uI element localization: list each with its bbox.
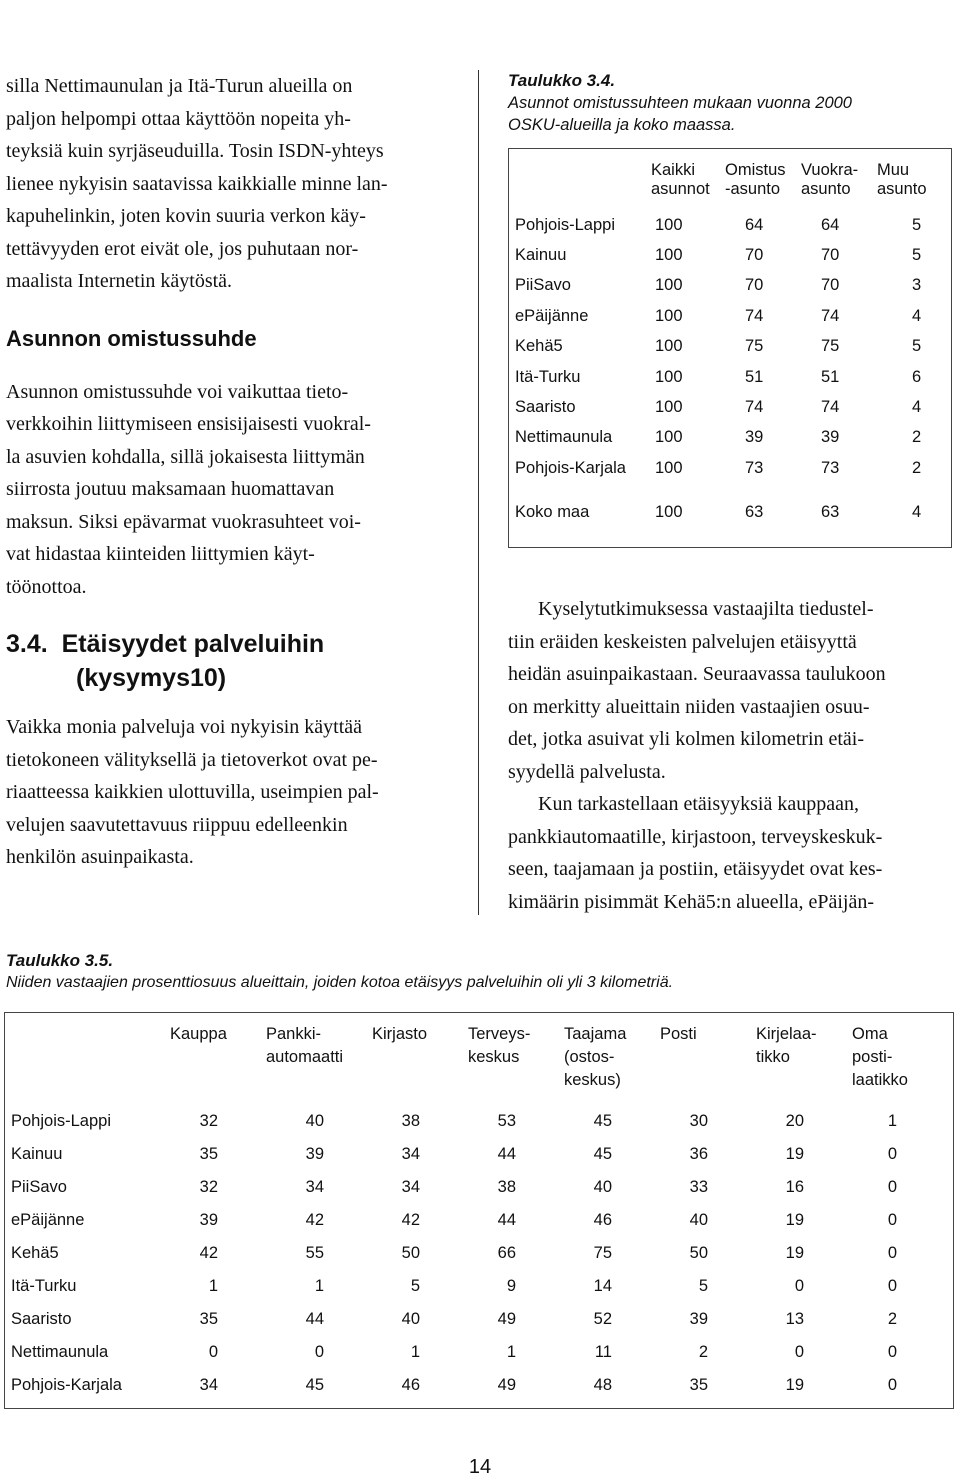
cell: 5 — [912, 337, 922, 356]
cell: 5 — [912, 246, 922, 265]
column-header-line: Kirjasto — [372, 1025, 428, 1043]
cell: 75 — [745, 337, 764, 356]
cell: 1 — [208, 1277, 218, 1295]
cell: 39 — [821, 428, 840, 447]
table-row — [5, 1105, 953, 1138]
text-line: silla Nettimaunulan ja Itä-Turun alueilla on — [6, 75, 353, 97]
column-header-line: Pankki- — [266, 1025, 322, 1043]
cell: 100 — [655, 337, 683, 356]
cell: 32 — [199, 1112, 218, 1130]
cell: 34 — [401, 1145, 420, 1163]
column-header: asunto — [877, 180, 927, 198]
table-row — [5, 1171, 953, 1204]
table-row — [5, 1336, 953, 1369]
column-header — [372, 1013, 468, 1105]
cell: 44 — [305, 1310, 324, 1328]
cell: 4 — [912, 306, 922, 325]
column-header-line: tikko — [756, 1048, 790, 1066]
text-line: vat hidastaa kiinteiden liittymien käyt- — [6, 543, 315, 565]
cell: 48 — [593, 1376, 612, 1394]
cell: 100 — [655, 398, 683, 417]
cell: 0 — [887, 1376, 897, 1394]
cell: 100 — [655, 246, 683, 265]
text-line: Kun tarkastellaan etäisyyksiä kauppaan, — [538, 793, 859, 815]
cell: 2 — [887, 1310, 897, 1328]
table-3-4-subtitle: OSKU-alueilla ja koko maassa. — [508, 116, 736, 134]
table-row — [509, 332, 951, 362]
left-column — [6, 70, 449, 874]
column-header: -asunto — [725, 180, 781, 198]
cell: 30 — [689, 1112, 708, 1130]
cell: 3 — [912, 276, 922, 295]
table-3-4-subtitle: Asunnot omistussuhteen mukaan vuonna 2000 — [508, 94, 852, 112]
row-label: Kainuu — [11, 1145, 63, 1163]
cell: 0 — [887, 1244, 897, 1262]
text-line: töönottoa. — [6, 575, 87, 598]
column-header-line: Kirjelaa- — [756, 1025, 817, 1043]
chapter-paragraph — [6, 711, 449, 874]
column-header — [468, 1013, 564, 1105]
cell: 5 — [698, 1277, 708, 1295]
text-line: la asuvien kohdalla, sillä jokaisesta liittymän — [6, 445, 365, 468]
table-row — [509, 271, 951, 301]
cell: 70 — [745, 276, 764, 295]
column-header-line: laatikko — [852, 1071, 908, 1089]
text-line: Kyselytutkimuksessa vastaajilta tiedustel- — [538, 598, 874, 620]
cell: 19 — [785, 1145, 804, 1163]
cell: 52 — [593, 1310, 612, 1328]
cell: 35 — [199, 1310, 218, 1328]
cell: 70 — [821, 246, 840, 265]
table-row-total — [509, 498, 951, 528]
table-row — [509, 301, 951, 331]
cell: 39 — [745, 428, 764, 447]
column-header: Omistus — [725, 161, 786, 179]
cell: 45 — [305, 1376, 324, 1394]
cell: 9 — [506, 1277, 516, 1295]
column-header — [660, 1013, 756, 1105]
table-row — [5, 1369, 953, 1402]
row-label: Kainuu — [515, 246, 567, 265]
cell: 73 — [821, 458, 840, 477]
table-row — [509, 453, 951, 483]
cell: 38 — [497, 1178, 516, 1196]
table-row — [5, 1237, 953, 1270]
column-header: asunto — [801, 180, 851, 198]
cell: 50 — [689, 1244, 708, 1262]
text-line: heidän asuinpaikastaan. Seuraavassa taulukoon — [508, 663, 886, 685]
cell: 2 — [912, 428, 922, 447]
cell: 64 — [821, 215, 840, 234]
table-row — [509, 210, 951, 240]
table-row — [5, 1270, 953, 1303]
cell: 0 — [794, 1277, 804, 1295]
cell: 19 — [785, 1244, 804, 1262]
cell: 35 — [689, 1376, 708, 1394]
row-label: Koko maa — [515, 503, 590, 522]
cell: 32 — [199, 1178, 218, 1196]
cell: 63 — [821, 503, 840, 522]
text-line: on merkitty alueittain niiden vastaajien osuu- — [508, 695, 870, 718]
row-label: Itä-Turku — [11, 1277, 77, 1295]
text-line: riaatteessa kaikkien ulottuvilla, useimpien pal- — [6, 781, 379, 803]
cell: 2 — [912, 458, 922, 477]
cell: 38 — [401, 1112, 420, 1130]
cell: 2 — [698, 1343, 708, 1361]
row-label: PiiSavo — [515, 276, 571, 295]
column-header — [170, 1013, 266, 1105]
column-header — [266, 1013, 372, 1105]
cell: 42 — [401, 1211, 420, 1229]
cell: 46 — [401, 1376, 420, 1394]
cell: 1 — [410, 1343, 420, 1361]
text-line: det, jotka asuivat yli kolmen kilometrin etäi- — [508, 728, 865, 750]
cell: 0 — [794, 1343, 804, 1361]
cell: 16 — [785, 1178, 804, 1196]
cell: 4 — [912, 503, 922, 522]
row-label: Nettimaunula — [11, 1343, 109, 1361]
text-line: verkkoihin liittymiseen ensisijaisesti vuokral- — [6, 413, 371, 435]
column-header: asunnot — [651, 180, 710, 198]
cell: 100 — [655, 458, 683, 477]
cell: 75 — [821, 337, 840, 356]
table-3-4-title: Taulukko 3.4. — [508, 71, 616, 90]
cell: 74 — [821, 398, 840, 417]
chapter-heading-line: (kysymys10) — [76, 664, 227, 692]
column-header-line: posti- — [852, 1048, 893, 1066]
text-line: seen, taajamaan ja postiin, etäisyydet ovat kes- — [508, 858, 883, 880]
cell: 40 — [401, 1310, 420, 1328]
cell: 34 — [199, 1376, 218, 1394]
cell: 1 — [887, 1112, 897, 1130]
cell: 70 — [745, 246, 764, 265]
column-header: Vuokra- — [801, 161, 859, 179]
row-label: PiiSavo — [11, 1178, 67, 1196]
cell: 39 — [305, 1145, 324, 1163]
cell: 64 — [745, 215, 764, 234]
cell: 49 — [497, 1310, 516, 1328]
cell: 39 — [689, 1310, 708, 1328]
cell: 0 — [887, 1145, 897, 1163]
text-line: velujen saavutettavuus riippuu edelleenkin — [6, 813, 348, 836]
table-row — [509, 423, 951, 453]
table-3-4 — [508, 148, 952, 548]
cell: 11 — [594, 1343, 612, 1361]
cell: 63 — [745, 503, 764, 522]
table-row — [5, 1204, 953, 1237]
row-label: Pohjois-Lappi — [515, 215, 615, 234]
text-line: maalista Internetin käytöstä. — [6, 270, 233, 292]
cell: 44 — [497, 1211, 516, 1229]
cell: 5 — [912, 215, 922, 234]
table-3-5-title: Taulukko 3.5. — [6, 951, 114, 970]
column-header-line: Kauppa — [170, 1025, 227, 1043]
section-heading: Asunnon omistussuhde — [6, 325, 257, 351]
table-header-row — [5, 1013, 953, 1105]
cell: 1 — [506, 1343, 516, 1361]
table-row — [5, 1138, 953, 1171]
text-line: kimäärin pisimmät Kehä5:n alueella, ePäijän- — [508, 890, 874, 913]
cell: 100 — [655, 428, 683, 447]
cell: 19 — [785, 1376, 804, 1394]
cell: 55 — [305, 1244, 324, 1262]
page-number: 14 — [468, 1456, 492, 1478]
section-paragraph — [6, 376, 449, 604]
intro-paragraph — [6, 70, 449, 298]
column-header-line: Posti — [660, 1025, 697, 1043]
column-header: Kaikki — [651, 161, 696, 179]
cell: 74 — [821, 306, 840, 325]
cell: 0 — [887, 1277, 897, 1295]
row-label: ePäijänne — [515, 306, 589, 325]
cell: 0 — [887, 1178, 897, 1196]
chapter-heading — [6, 627, 449, 695]
cell: 14 — [593, 1277, 612, 1295]
cell: 45 — [593, 1112, 612, 1130]
column-header — [852, 1013, 953, 1105]
column-divider — [478, 70, 479, 915]
row-label: ePäijänne — [11, 1211, 85, 1229]
cell: 40 — [593, 1178, 612, 1196]
text-line: paljon helpompi ottaa käyttöön nopeita yh- — [6, 107, 351, 130]
text-line: Asunnon omistussuhde voi vaikuttaa tieto- — [6, 380, 349, 403]
table-3-5-subtitle: Niiden vastaajien prosenttiosuus alueittain, joiden kotoa etäisyys palveluihin oli yli 3 kilometriä. — [6, 974, 674, 991]
cell: 0 — [314, 1343, 324, 1361]
cell: 36 — [689, 1145, 708, 1163]
cell: 33 — [689, 1178, 708, 1196]
cell: 39 — [199, 1211, 218, 1229]
text-line: tettävyyden erot eivät ole, jos puhutaan nor- — [6, 237, 359, 260]
cell: 5 — [410, 1277, 420, 1295]
row-label: Itä-Turku — [515, 367, 581, 386]
cell: 100 — [655, 306, 683, 325]
table-header-row — [509, 180, 951, 210]
column-header-line: keskus — [468, 1048, 520, 1066]
column-header-line: Oma — [852, 1025, 888, 1043]
row-label: Kehä5 — [515, 337, 563, 356]
text-line: siirrosta joutuu maksamaan huomattavan — [6, 478, 335, 500]
text-line: henkilön asuinpaikasta. — [6, 846, 194, 868]
cell: 34 — [401, 1178, 420, 1196]
cell: 0 — [208, 1343, 218, 1361]
cell: 50 — [401, 1244, 420, 1262]
cell: 74 — [745, 306, 764, 325]
row-label: Saaristo — [515, 398, 576, 417]
table-row — [509, 240, 951, 270]
row-label: Kehä5 — [11, 1244, 59, 1262]
cell: 49 — [497, 1376, 516, 1394]
table-3-4-grid — [509, 149, 951, 528]
cell: 35 — [199, 1145, 218, 1163]
table-header-row — [509, 149, 951, 180]
cell: 70 — [821, 276, 840, 295]
right-paragraphs — [508, 593, 952, 918]
cell: 34 — [305, 1178, 324, 1196]
cell: 42 — [305, 1211, 324, 1229]
cell: 73 — [745, 458, 764, 477]
text-line: syydellä palvelusta. — [508, 760, 666, 783]
cell: 42 — [199, 1244, 218, 1262]
text-line: maksun. Siksi epävarmat vuokrasuhteet voi- — [6, 510, 361, 533]
cell: 13 — [785, 1310, 804, 1328]
column-header-line: Taajama — [564, 1025, 627, 1043]
row-label: Pohjois-Karjala — [515, 458, 626, 477]
cell: 66 — [497, 1244, 516, 1262]
text-line: teyksiä kuin syrjäseuduilla. Tosin ISDN-yhteys — [6, 140, 384, 162]
cell: 46 — [593, 1211, 612, 1229]
cell: 100 — [655, 215, 683, 234]
cell: 0 — [887, 1211, 897, 1229]
cell: 1 — [314, 1277, 324, 1295]
text-line: lienee nykyisin saatavissa kaikkialle minne lan- — [6, 172, 388, 195]
column-header: Muu — [877, 161, 910, 179]
cell: 45 — [593, 1145, 612, 1163]
right-column — [508, 70, 952, 136]
text-line: pankkiautomaatille, kirjastoon, terveyskeskuk- — [508, 825, 883, 848]
cell: 53 — [497, 1112, 516, 1130]
cell: 44 — [497, 1145, 516, 1163]
cell: 100 — [655, 503, 683, 522]
column-header — [564, 1013, 660, 1105]
chapter-heading-line: 3.4. Etäisyydet palveluihin — [6, 630, 325, 658]
table-3-5 — [4, 1012, 954, 1409]
table-row — [509, 362, 951, 392]
cell: 75 — [593, 1244, 612, 1262]
cell: 4 — [912, 398, 922, 417]
cell: 6 — [912, 367, 922, 386]
table-row — [509, 392, 951, 422]
column-header-line: automaatti — [266, 1048, 344, 1066]
cell: 51 — [821, 367, 840, 386]
cell: 40 — [305, 1112, 324, 1130]
text-line: tiin eräiden keskeisten palvelujen etäisyyttä — [508, 630, 857, 653]
column-header-line: keskus) — [564, 1071, 621, 1089]
cell: 20 — [785, 1112, 804, 1130]
row-label: Pohjois-Karjala — [11, 1376, 122, 1394]
row-label: Pohjois-Lappi — [11, 1112, 111, 1130]
column-header-line: Terveys- — [468, 1025, 531, 1043]
cell: 40 — [689, 1211, 708, 1229]
cell: 100 — [655, 367, 683, 386]
column-header-line: (ostos- — [564, 1048, 615, 1066]
text-line: tietokoneen välityksellä ja tietoverkot ovat pe- — [6, 748, 378, 771]
cell: 19 — [785, 1211, 804, 1229]
text-line: kapuhelinkin, joten kovin suuria verkon käy- — [6, 205, 366, 227]
cell: 51 — [745, 367, 764, 386]
table-3-5-grid — [5, 1013, 953, 1402]
cell: 74 — [745, 398, 764, 417]
text-line: Vaikka monia palveluja voi nykyisin käyttää — [6, 716, 363, 738]
table-3-5-caption — [6, 950, 956, 994]
cell: 100 — [655, 276, 683, 295]
column-header — [756, 1013, 852, 1105]
table-row — [5, 1303, 953, 1336]
row-label: Saaristo — [11, 1310, 72, 1328]
row-label: Nettimaunula — [515, 428, 613, 447]
cell: 0 — [887, 1343, 897, 1361]
